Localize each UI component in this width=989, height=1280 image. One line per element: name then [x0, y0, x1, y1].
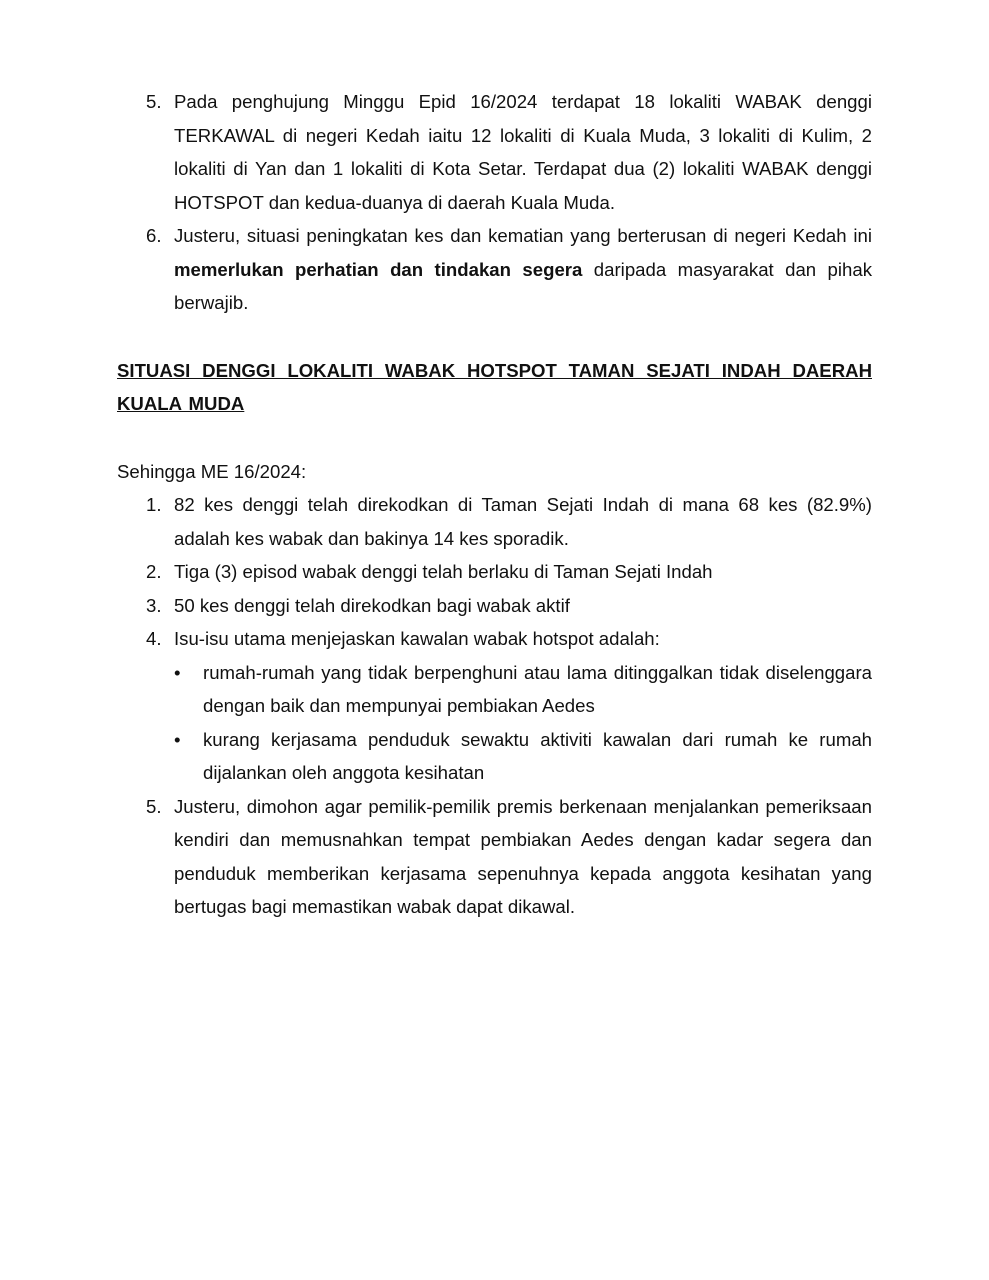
- hotspot-list: [117, 488, 872, 656]
- bullet-item: [117, 723, 872, 790]
- item-text: Isu-isu utama menjejaskan kawalan wabak hotspot adalah:: [174, 628, 660, 649]
- item-number: 6.: [146, 225, 162, 246]
- item-text: Pada penghujung Minggu Epid 16/2024 terdapat 18 lokaliti WABAK denggi TERKAWAL di negeri Kedah iaitu 12 lokaliti di Kuala Muda, 3 lokaliti di Kulim, 2 lokaliti di Yan dan 1 lokaliti di Kota Setar. Terdapat dua (2) lokaliti WABAK denggi HOTSPOT dan kedua-duanya di daerah Kuala Muda.: [174, 91, 872, 213]
- item-number: 5.: [146, 795, 162, 817]
- item-number: 4.: [146, 628, 162, 649]
- bullet-icon: •: [174, 728, 181, 750]
- list-item: [117, 219, 872, 320]
- list-item: [117, 622, 872, 656]
- document-page: [117, 85, 872, 924]
- list-item: [117, 85, 872, 219]
- item-text-start: Justeru, situasi peningkatan kes dan kematian yang berterusan di negeri Kedah ini: [174, 225, 872, 246]
- item-number: 3.: [146, 594, 162, 616]
- bullet-icon: •: [174, 661, 181, 683]
- bullet-text: kurang kerjasama penduduk sewaktu aktiviti kawalan dari rumah ke rumah dijalankan oleh anggota kesihatan: [203, 728, 872, 783]
- item-number: 1.: [146, 494, 162, 515]
- item-text: 82 kes denggi telah direkodkan di Taman Sejati Indah di mana 68 kes (82.9%) adalah kes wabak dan bakinya 14 kes sporadik.: [174, 494, 872, 549]
- list-item: [117, 555, 872, 589]
- item-text: Tiga (3) episod wabak denggi telah berlaku di Taman Sejati Indah: [174, 561, 713, 582]
- item-text: 50 kes denggi telah direkodkan bagi wabak aktif: [174, 594, 570, 616]
- issues-bullet-list: [117, 656, 872, 790]
- section-intro: Sehingga ME 16/2024:: [117, 460, 307, 482]
- item-text-end: daripada masyarakat dan pihak berwajib.: [174, 258, 873, 313]
- item-number: 5.: [146, 91, 162, 112]
- bullet-item: [117, 656, 872, 723]
- section-heading: SITUASI DENGGI LOKALITI WABAK HOTSPOT TAMAN SEJATI INDAH DAERAH KUALA MUDA: [117, 359, 872, 414]
- closing-list: [117, 790, 872, 924]
- item-text: Justeru, dimohon agar pemilik-pemilik premis berkenaan menjalankan pemeriksaan kendiri dan memusnahkan tempat pembiakan Aedes dengan kadar segera dan penduduk memberikan kerjasama sepenuhnya kepada anggota kesihatan yang bertugas bagi memastikan wabak dapat dikawal.: [174, 795, 872, 917]
- list-item: [117, 488, 872, 555]
- item-number: 2.: [146, 561, 162, 582]
- list-item: [117, 589, 872, 623]
- bullet-text: rumah-rumah yang tidak berpenghuni atau lama ditinggalkan tidak diselenggara dengan baik dan mempunyai pembiakan Aedes: [203, 661, 872, 716]
- item-text-emphasis: memerlukan perhatian dan tindakan segera: [174, 258, 583, 280]
- item-text: [174, 225, 872, 313]
- list-item: [117, 790, 872, 924]
- situation-list: [117, 85, 872, 320]
